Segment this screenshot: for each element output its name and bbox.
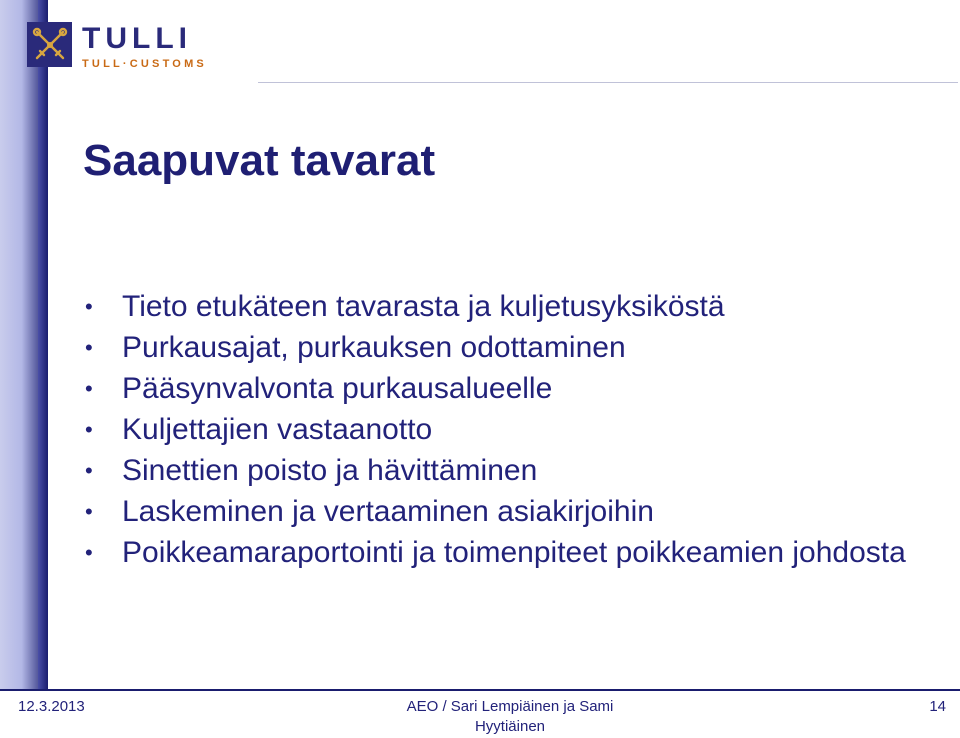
slide-title: Saapuvat tavarat [83,136,436,185]
footer-presenters: AEO / Sari Lempiäinen ja Sami Hyytiäinen [406,698,614,735]
bullet-icon: • [85,458,93,483]
bullet-item [82,331,942,365]
footer-date: 12.3.2013 [18,698,85,715]
bullet-icon: • [85,376,93,401]
bullet-text: Poikkeamaraportointi ja toimenpiteet poikkeamien johdosta [122,536,906,569]
bullet-text: Pääsynvalvonta purkausalueelle [122,372,553,405]
bullet-text: Purkausajat, purkauksen odottaminen [122,331,626,364]
bullet-icon: • [85,417,93,442]
left-decorative-bar [0,0,48,690]
header-divider [258,82,958,83]
bullet-list [82,290,942,577]
crossed-keys-emblem-icon [27,22,72,67]
bullet-text: Tieto etukäteen tavarasta ja kuljetusyksiköstä [122,290,725,323]
bullet-item [82,495,942,529]
logo-wordmark: TULLI [82,22,192,55]
logo-subtitle: TULL·CUSTOMS [82,58,207,70]
bullet-item [82,372,942,406]
bullet-item [82,290,942,324]
bullet-text: Sinettien poisto ja hävittäminen [122,454,538,487]
bullet-icon: • [85,499,93,524]
footer-divider [0,689,960,691]
bullet-icon: • [85,294,93,319]
bullet-item [82,536,942,570]
bullet-icon: • [85,540,93,565]
bullet-text: Kuljettajien vastaanotto [122,413,433,446]
bullet-item [82,454,942,488]
tulli-logo [27,22,207,70]
bullet-icon: • [85,335,93,360]
bullet-text: Laskeminen ja vertaaminen asiakirjoihin [122,495,654,528]
bullet-item [82,413,942,447]
page-number: 14 [929,698,946,715]
